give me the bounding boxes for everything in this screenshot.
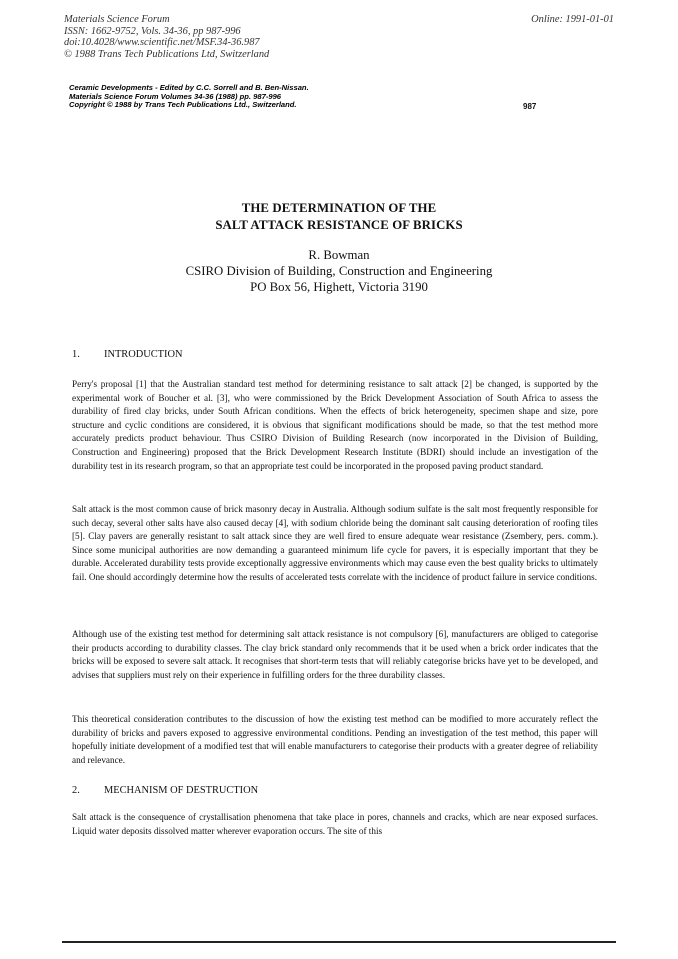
- section-heading-introduction: [72, 349, 183, 360]
- section-title: MECHANISM OF DESTRUCTION: [104, 785, 259, 796]
- source-note-line-1: Ceramic Developments - Edited by C.C. Sorrell and B. Ben-Nissan.: [69, 83, 309, 92]
- source-note-line-3: Copyright © 1988 by Trans Tech Publications Ltd., Switzerland.: [69, 100, 297, 110]
- author-block: [0, 247, 678, 295]
- bottom-rule: [62, 941, 616, 943]
- page-number: 987: [523, 102, 537, 111]
- title-line-2: SALT ATTACK RESISTANCE OF BRICKS: [215, 217, 463, 232]
- paragraph-2: Salt attack is the most common cause of brick masonry decay in Australia. Although sodium sulfate is the salt most frequently responsible for such decay, several other salts have also caused decay [4], with sodium chloride being the dominant salt causing deterioration of roofing tiles [5]. Clay pavers are generally resistant to salt attack since they are well fired to ensure adequate wear resistance (Zsembery, pers. comm.). Since some municipal authorities are now demanding a guaranteed minimum life cycle for pavers, it is especially important that they be durable. Accelerated durability tests provide exceptionally aggressive environments which may cause even the best quality bricks to ultimately fail. One should accordingly determine how the results of accelerated tests correlate with the incidence of product failure in service conditions.: [72, 504, 598, 582]
- online-date: Online: 1991-01-01: [531, 14, 614, 25]
- paragraph-1: Perry's proposal [1] that the Australian standard test method for determining resistance to salt attack [2] be changed, is supported by the experimental work of Boucher et al. [3], who were commissioned by the Brick Development Association of South Africa to assess the durability of fired clay bricks, under South African conditions. When the effects of brick heterogeneity, specimen shape and size, pore structure and cyclic conditions are considered, it is obvious that significant modifications should be made, so that the test method more accurately predicts product behaviour. Thus CSIRO Division of Building Research (now incorporated in the Division of Building, Construction and Engineering) proposed that the Brick Development Research Institute (BDRI) should include an investigation of the durability test in its research program, so that an appropriate test could be incorporated in the proposed paving product standard.: [72, 379, 598, 471]
- paragraph-4: This theoretical consideration contributes to the discussion of how the existing test method can be modified to more accurately reflect the durability of bricks and pavers exposed to aggressive environmental conditions. Pending an investigation of the test method, this paper will hopefully initiate development of a modified test that will enable manufacturers to categorise their products with a greater degree of reliability and relevance.: [72, 714, 598, 765]
- publication-metadata: [64, 14, 269, 60]
- author-affiliation: CSIRO Division of Building, Construction and Engineering: [185, 264, 493, 278]
- article-title: [0, 200, 678, 233]
- doi-line[interactable]: doi:10.4028/www.scientific.net/MSF.34-36.987: [64, 37, 260, 49]
- title-line-1: THE DETERMINATION OF THE: [241, 201, 437, 215]
- paragraph-3: Although use of the existing test method for determining salt attack resistance is not compulsory [6], manufacturers are obliged to categorise their products according to durability classes. The clay brick standard only recommends that it be used when a brick order indicates that the bricks will be exposed to severe salt attack. It recognises that short-term tests that will reliably categorise bricks have yet to be developed, and advises that suppliers must rely on their experience in fulfilling orders for the three durability classes.: [72, 629, 598, 680]
- source-note-line-2: Materials Science Forum Volumes 34-36 (1988) pp. 987-996: [69, 91, 282, 101]
- source-note: [69, 84, 309, 110]
- author-address: PO Box 56, Highett, Victoria 3190: [250, 280, 428, 294]
- section-number: 2.: [72, 785, 80, 796]
- author-name: R. Bowman: [308, 248, 370, 262]
- journal-name: Materials Science Forum: [64, 14, 170, 25]
- paragraph-5: Salt attack is the consequence of crystallisation phenomena that take place in pores, channels and cracks, which are near exposed surfaces. Liquid water deposits dissolved matter wherever evaporation occurs. The site of this: [72, 812, 598, 836]
- section-title: INTRODUCTION: [104, 349, 183, 360]
- section-number: 1.: [72, 349, 80, 360]
- copyright-line: © 1988 Trans Tech Publications Ltd, Switzerland: [64, 48, 270, 60]
- issn-line: ISSN: 1662-9752, Vols. 34-36, pp 987-996: [64, 25, 241, 37]
- section-heading-mechanism: [72, 785, 258, 796]
